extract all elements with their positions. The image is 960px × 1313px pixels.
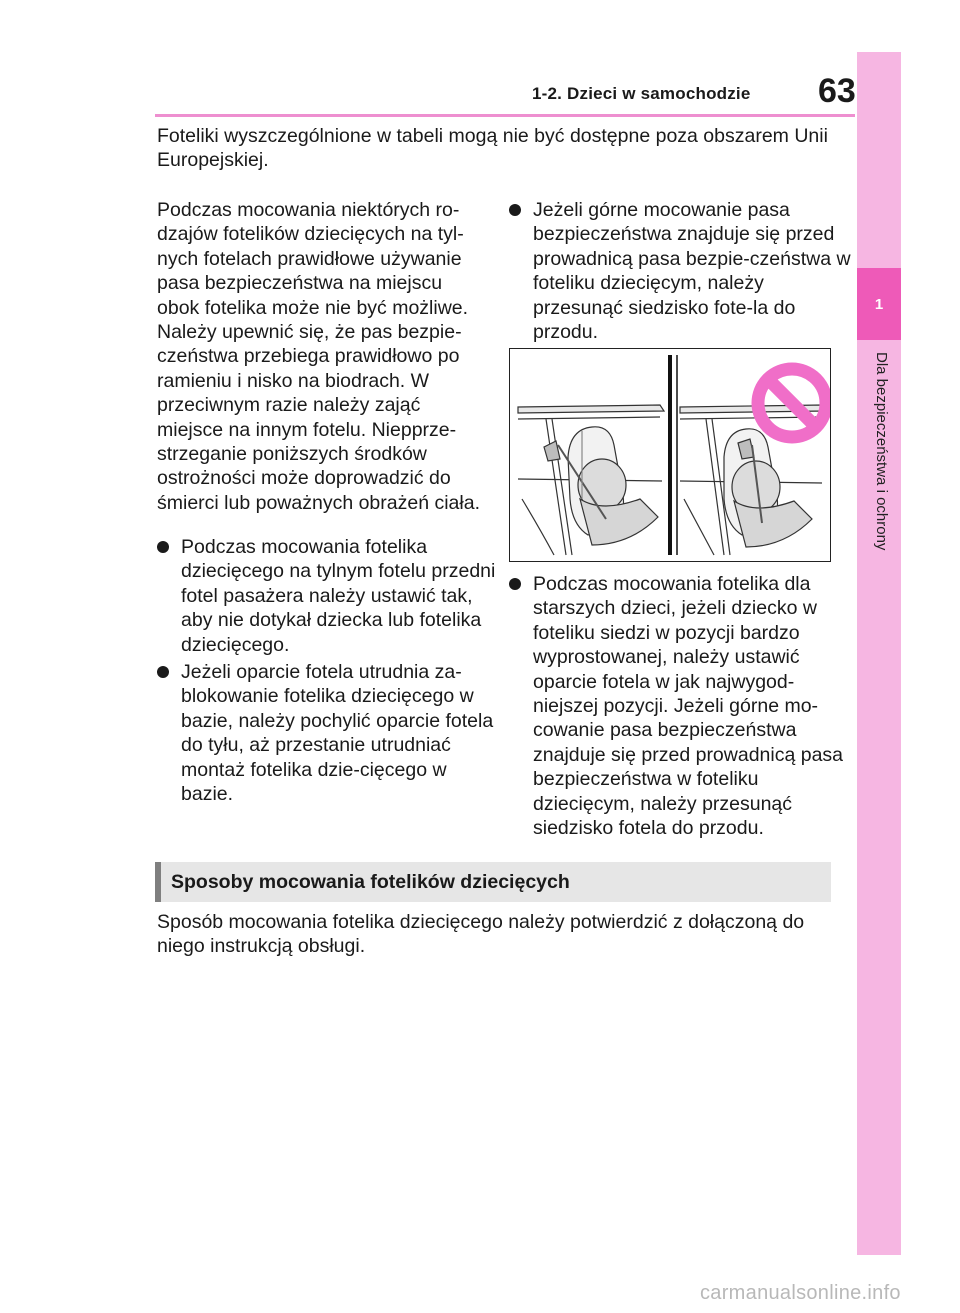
bullet-dot-icon <box>157 666 169 678</box>
bullet-item <box>509 198 855 344</box>
bullet-item <box>157 535 501 657</box>
bullet-item <box>509 572 855 840</box>
bullet-dot-icon <box>157 541 169 553</box>
bullet-text: Podczas mocowania fotelika dla starszych dzieci, jeżeli dziecko w foteliku siedzi w pozycji bardzo wyprostowanej, należy ustawić oparcie fotela w jak najwygod-niejszej pozycji. Jeżeli górne mo-cowanie pasa bezpieczeństwa znajduje się przed prowadnicą pasa bezpieczeństwa w foteliku dziecięcym, należy przesunąć siedzisko fotela do przodu. <box>533 573 844 840</box>
intro-paragraph: Foteliki wyszczególnione w tabeli mogą nie być dostępne poza obszarem Unii Europejskiej. <box>157 125 828 172</box>
bullet-item <box>157 660 501 806</box>
bullet-text: Jeżeli oparcie fotela utrudnia za-blokowanie fotelika dziecięcego w bazie, należy pochylić oparcie fotela do tyłu, aż przestanie utrudniać montaż fotelika dzie-cięcego w bazie. <box>181 661 494 806</box>
page-number: 63 <box>818 72 856 110</box>
section-heading: Sposoby mocowania fotelików dziecięcych <box>155 862 831 902</box>
watermark: carmanualsonline.info <box>700 1282 901 1304</box>
bullet-dot-icon <box>509 204 521 216</box>
chapter-number-tab[interactable]: 1 <box>857 268 901 340</box>
bullet-text: Jeżeli górne mocowanie pasa bezpieczeństwa znajduje się przed prowadnicą pasa bezpie-czeństwa w foteliku dziecięcym, należy przesunąć siedzisko fote-la do przodu. <box>533 199 851 344</box>
prohibition-icon <box>758 369 826 437</box>
bullet-text: Podczas mocowania fotelika dziecięcego na tylnym fotelu przedni fotel pasażera należy ustawić tak, aby nie dotykał dziecka lub fotelika dziecięcego. <box>181 536 496 656</box>
bullet-dot-icon <box>509 578 521 590</box>
left-column-paragraph: Podczas mocowania niektórych ro-dzajów fotelików dziecięcych na tyl-nych fotelach prawidłowe używanie pasa bezpieczeństwa na miejscu obok fotelika może nie być możliwe. Należy upewnić się, że pas bezpie-czeństwa przebiega prawidłowo po ramieniu i nisko na biodrach. W przeciwnym razie należy zająć miejsce na innym fotelu. Niepprze-strzeganie poniższych środków ostrożności może doprowadzić do śmierci lub poważnych obrażeń ciała. <box>157 199 480 514</box>
section-title: 1-2. Dzieci w samochodzie <box>532 84 751 103</box>
child-seat-drawing <box>510 349 830 561</box>
side-tab <box>857 52 901 1255</box>
right-panel <box>680 405 824 555</box>
child-seat-illustration <box>509 348 831 562</box>
section-body: Sposób mocowania fotelika dziecięcego należy potwierdzić z dołączoną do niego instrukcją obsługi. <box>157 911 805 958</box>
chapter-label: Dla bezpieczeństwa i ochrony <box>873 352 890 551</box>
header-rule <box>155 114 855 117</box>
left-panel <box>518 405 664 555</box>
